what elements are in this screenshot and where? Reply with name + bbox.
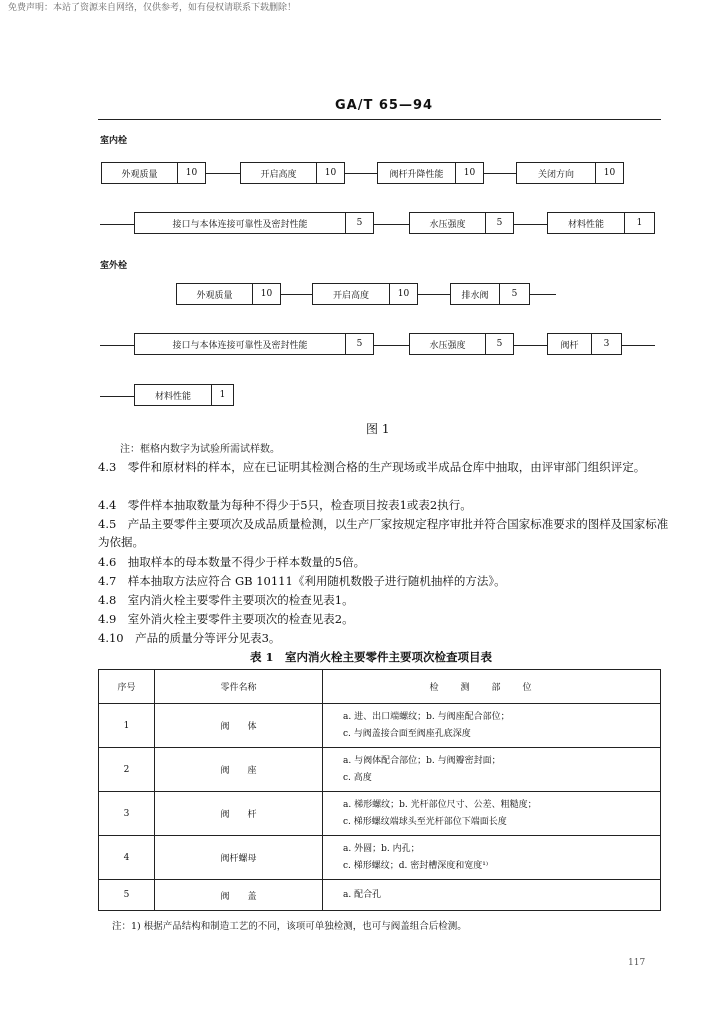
- paragraph-4-3: 4.3 零件和原材料的样本，应在已证明其检测合格的生产现场或半成品仓库中抽取，由评审部门组织评定。: [98, 460, 646, 474]
- row-items: a. 进、出口端螺纹；b. 与阀座配合部位； c. 与阀盖接合面至阀座孔底深度: [323, 704, 661, 748]
- test-box-opening-height: 开启高度 10: [240, 162, 345, 184]
- test-box-material: 材料性能 1: [547, 212, 655, 234]
- table-caption: 表 1 室内消火栓主要零件主要项次检查项目表: [250, 650, 493, 664]
- table-row: [99, 748, 661, 792]
- paragraph-4-5: 4.5 产品主要零件主要项次及成品质量检测，以生产厂家按规定程序审批并符合国家标准要求的图样及国家标准为依据。: [98, 517, 669, 549]
- row-part-name: 阀 座: [155, 748, 323, 792]
- row-part-name: 阀 体: [155, 704, 323, 748]
- row-no: 3: [99, 792, 155, 836]
- indoor-label: 室内栓: [100, 136, 128, 146]
- page-number: 117: [628, 958, 646, 968]
- table-row: [99, 880, 661, 911]
- standard-number: GA/T 65—94: [335, 98, 434, 113]
- test-box-drain-valve: 排水阀 5: [450, 283, 530, 305]
- header-part-name: 零件名称: [155, 670, 323, 704]
- row-no: 1: [99, 704, 155, 748]
- test-box-stem-lift: 阀杆升降性能 10: [377, 162, 484, 184]
- paragraph-4-4: 4.4 零件样本抽取数量为每种不得少于5只，检查项目按表1或表2执行。: [98, 498, 472, 512]
- row-part-name: 阀 杆: [155, 792, 323, 836]
- test-box-material: 材料性能 1: [134, 384, 234, 406]
- table-row: [99, 704, 661, 748]
- row-items: a. 梯形螺纹；b. 光杆部位尺寸、公差、粗糙度； c. 梯形螺纹端球头至光杆部位下端面长度: [323, 792, 661, 836]
- disclaimer-text: 免费声明：本站了资源来自网络，仅供参考，如有侵权请联系下载删除！: [8, 3, 297, 13]
- paragraph-4-9: 4.9 室外消火栓主要零件主要项次的检查见表2。: [98, 612, 354, 626]
- test-box-pressure-strength: 水压强度 5: [409, 333, 514, 355]
- table-row: [99, 792, 661, 836]
- figure-note: 注：框格内数字为试验所需试样数。: [120, 444, 280, 455]
- test-box-connection-seal: 接口与本体连接可靠性及密封性能 5: [134, 333, 374, 355]
- paragraph-4-10: 4.10 产品的质量分等评分见表3。: [98, 631, 281, 645]
- paragraph-4-8: 4.8 室内消火栓主要零件主要项次的检查见表1。: [98, 593, 354, 607]
- test-box-appearance: 外观质量 10: [101, 162, 206, 184]
- row-items: a. 配合孔: [323, 880, 661, 911]
- row-items: a. 与阀体配合部位；b. 与阀瓣密封面； c. 高度: [323, 748, 661, 792]
- figure-caption: 图 1: [366, 422, 390, 436]
- row-part-name: 阀 盖: [155, 880, 323, 911]
- test-box-pressure-strength: 水压强度 5: [409, 212, 514, 234]
- test-box-stem: 阀杆 3: [547, 333, 622, 355]
- header-inspection-items: 检测部位: [323, 670, 661, 704]
- inspection-table: [98, 669, 661, 911]
- row-no: 2: [99, 748, 155, 792]
- paragraph-4-7: 4.7 样本抽取方法应符合 GB 10111《利用随机数骰子进行随机抽样的方法》。: [98, 574, 506, 588]
- table-footnote: 注：1) 根据产品结构和制造工艺的不同，该项可单独检测，也可与阀盖组合后检测。: [112, 921, 467, 932]
- table-row: [99, 836, 661, 880]
- row-part-name: 阀杆螺母: [155, 836, 323, 880]
- row-no: 4: [99, 836, 155, 880]
- test-box-close-direction: 关闭方向 10: [516, 162, 624, 184]
- test-box-connection-seal: 接口与本体连接可靠性及密封性能 5: [134, 212, 374, 234]
- test-box-appearance: 外观质量 10: [176, 283, 281, 305]
- row-no: 5: [99, 880, 155, 911]
- row-items: a. 外圆；b. 内孔； c. 梯形螺纹；d. 密封槽深度和宽度¹⁾: [323, 836, 661, 880]
- table-header-row: [99, 670, 661, 704]
- paragraph-4-6: 4.6 抽取样本的母本数量不得少于样本数量的5倍。: [98, 555, 366, 569]
- header-rule: [98, 119, 661, 120]
- outdoor-label: 室外栓: [100, 261, 128, 271]
- header-no: 序号: [99, 670, 155, 704]
- test-box-opening-height: 开启高度 10: [312, 283, 418, 305]
